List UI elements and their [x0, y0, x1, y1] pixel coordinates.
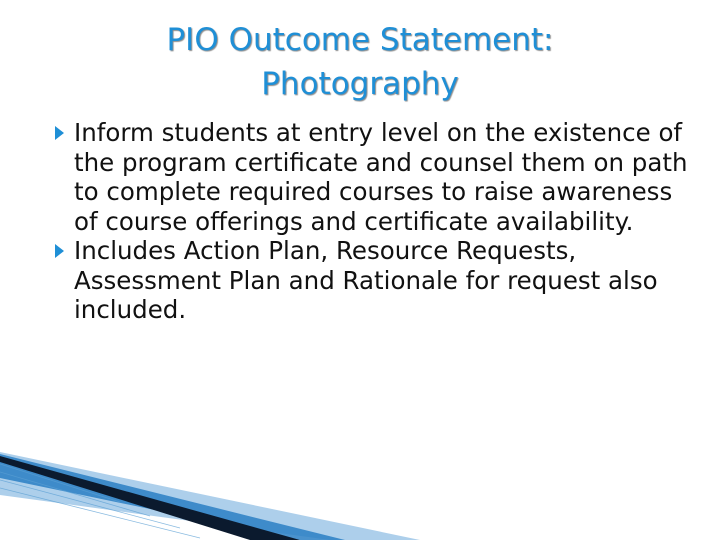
bullet-text: Includes Action Plan, Resource Requests, Assessment Plan and Rationale for request also included.: [74, 236, 658, 324]
triangle-bullet-icon: [55, 126, 64, 140]
bullet-text: Inform students at entry level on the existence of the program certificate and counsel them on path to complete required courses to raise awareness of course offerings and certificate availability.: [74, 118, 688, 236]
slide-title: PIO Outcome Statement: Photography: [166, 22, 554, 102]
decorative-swoosh: [0, 440, 720, 540]
bullet-item: [74, 118, 694, 236]
bullet-item: [74, 236, 694, 325]
bullet-list: [74, 118, 694, 325]
triangle-bullet-icon: [55, 244, 64, 258]
